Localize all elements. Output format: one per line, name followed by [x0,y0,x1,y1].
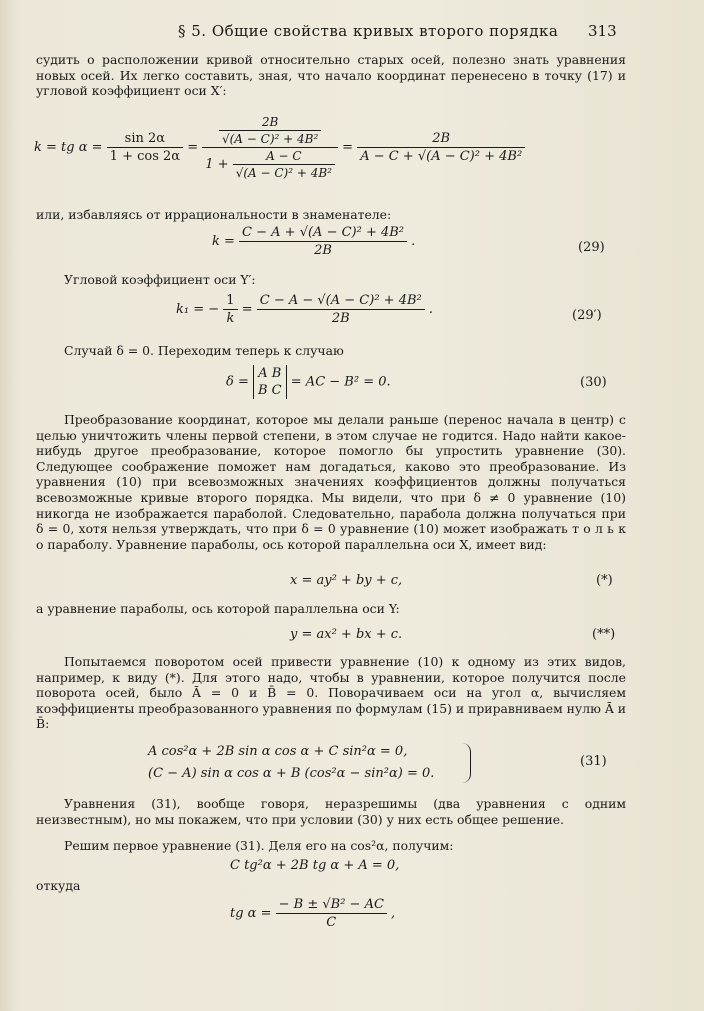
eq30-row-2: B C [258,383,282,398]
eq-k-equals: = [187,140,199,155]
page-number: 313 [588,22,617,40]
paragraph-8: Уравнения (31), вообще говоря, неразрешимы (два уравнения с одним неизвестным), но мы покажем, что при условии (30) у них есть общее решение. [36,796,626,827]
eq29p-f1-num: 1 [223,293,237,310]
eq29p-lhs: k₁ = − [176,302,220,317]
eq-star2-number: (**) [592,627,616,642]
eq-final-num: − B ± √B² − AC [276,897,387,914]
eq29-lhs: k = [212,234,235,249]
eq-k-fraction-1 [107,131,183,164]
equation-tg-solution [230,897,395,930]
paragraph-1: судить о расположении кривой относительно старых осей, полезно знать уравнения новых осей. Их легко составить, зная, что начало координат перенесено в точку (17) и угловой коэффициент оси X′: [36,52,626,99]
eq-k-big-fraction [202,115,338,180]
equation-parabola-x: x = ay² + by + c, [290,573,403,588]
eq31-brace [462,743,471,783]
eq-final-lhs: tg α = [230,906,272,921]
eq-k-f1-num: sin 2α [107,131,183,148]
eq29p-f1-den: k [226,311,235,326]
eq-k-bn-den: √(A − C)² + 4B² [221,132,319,146]
eq29p-den: 2B [331,311,350,326]
equation-31 [148,741,434,785]
paragraph-4: Случай δ = 0. Переходим теперь к случаю [64,343,344,358]
eq-final-den: C [326,915,337,930]
equation-slope-k [34,115,525,180]
equation-parabola-y: y = ax² + bx + c. [290,627,403,642]
paragraph-2: или, избавляясь от иррациональности в знаменателе: [36,207,392,222]
eq31-number: (31) [580,754,607,769]
eq30-rhs: = AC − B² = 0. [290,374,391,390]
eq-k-f3-num: 2B [357,131,525,148]
eq29p-num: C − A − √(A − C)² + 4B² [257,293,425,310]
page-header [0,20,704,44]
eq-k-bd-den: √(A − C)² + 4B² [235,166,332,180]
eq-final-tail: , [391,906,396,921]
eq-k-big-den [202,148,338,180]
eq-k-big-num [202,115,338,148]
eq30-number: (30) [580,375,607,390]
eq30-determinant [253,365,287,399]
eq-k-bn-num: 2B [219,115,321,131]
paragraph-9: Решим первое уравнение (31). Деля его на cos²α, получим: [64,838,454,853]
eq30-lhs: δ = [226,374,249,390]
equation-30 [226,365,391,399]
paragraph-7: Попытаемся поворотом осей привести уравнение (10) к одному из этих видов, например, к виду (*). Для этого надо, чтобы в уравнении, которое получится после поворота осей, было Ā = 0 и B̄ = 0. Поворачиваем оси на угол α, вычисляем коэффициенты преобразованного уравнения по формулам (15) и приравниваем нулю Ā и B̄: [36,654,626,732]
eq29-tail: . [411,234,416,249]
eq29-number: (29) [578,240,605,255]
running-title: § 5. Общие свойства кривых второго порядка [178,22,559,40]
eq31-line-2: (C − A) sin α cos α + B (cos²α − sin²α) = 0. [148,766,435,781]
eq-k-bd-prefix: 1 + [205,157,229,172]
paragraph-6: а уравнение параболы, ось которой параллельна оси Y: [36,601,400,616]
eq29-den: 2B [314,243,332,258]
eq29p-number: (29′) [572,308,602,323]
eq-k-bd-num: A − C [233,149,335,165]
eq31-line-1: A cos²α + 2B sin α cos α + C sin²α = 0, [148,744,408,759]
eq29p-equals: = [241,302,253,317]
paragraph-5: Преобразование координат, которое мы делали раньше (перенос начала в центр) с целью уничтожить члены первой степени, в этом случае не годится. Надо найти какое-нибудь другое преобразование, которое помогло бы упростить уравнение (30). Следующее соображение поможет нам догадаться, каково это преобразование. Из уравнения (10) при всевозможных значениях коэффициентов должны получаться всевозможные кривые второго порядка. Мы видели, что при δ ≠ 0 уравнение (10) никогда не изображается параболой. Следовательно, парабола должна получаться при δ = 0, хотя нельзя утверждать, что при δ = 0 уравнение (10) может изображать т о л ь к о параболу. Уравнение параболы, ось которой параллельна оси X, имеет вид: [36,412,626,552]
eq29p-tail: . [428,302,434,317]
eq-k-f1-den: 1 + cos 2α [109,149,181,164]
eq-k-lhs: k = tg α = [34,140,103,155]
eq-k-f3-den: A − C + √(A − C)² + 4B² [360,149,523,164]
eq-k-equals-2: = [342,140,354,155]
equation-tg-quadratic: C tg²α + 2B tg α + A = 0, [230,858,400,873]
eq30-row-1: A B [258,366,282,381]
eq-k-fraction-3 [357,131,525,164]
equation-29-prime [176,293,433,326]
eq29-num: C − A + √(A − C)² + 4B² [239,225,407,242]
paragraph-10: откуда [36,878,81,893]
equation-29 [212,225,415,258]
eq-star-number: (*) [596,573,613,588]
paragraph-3: Угловой коэффициент оси Y′: [64,272,256,287]
